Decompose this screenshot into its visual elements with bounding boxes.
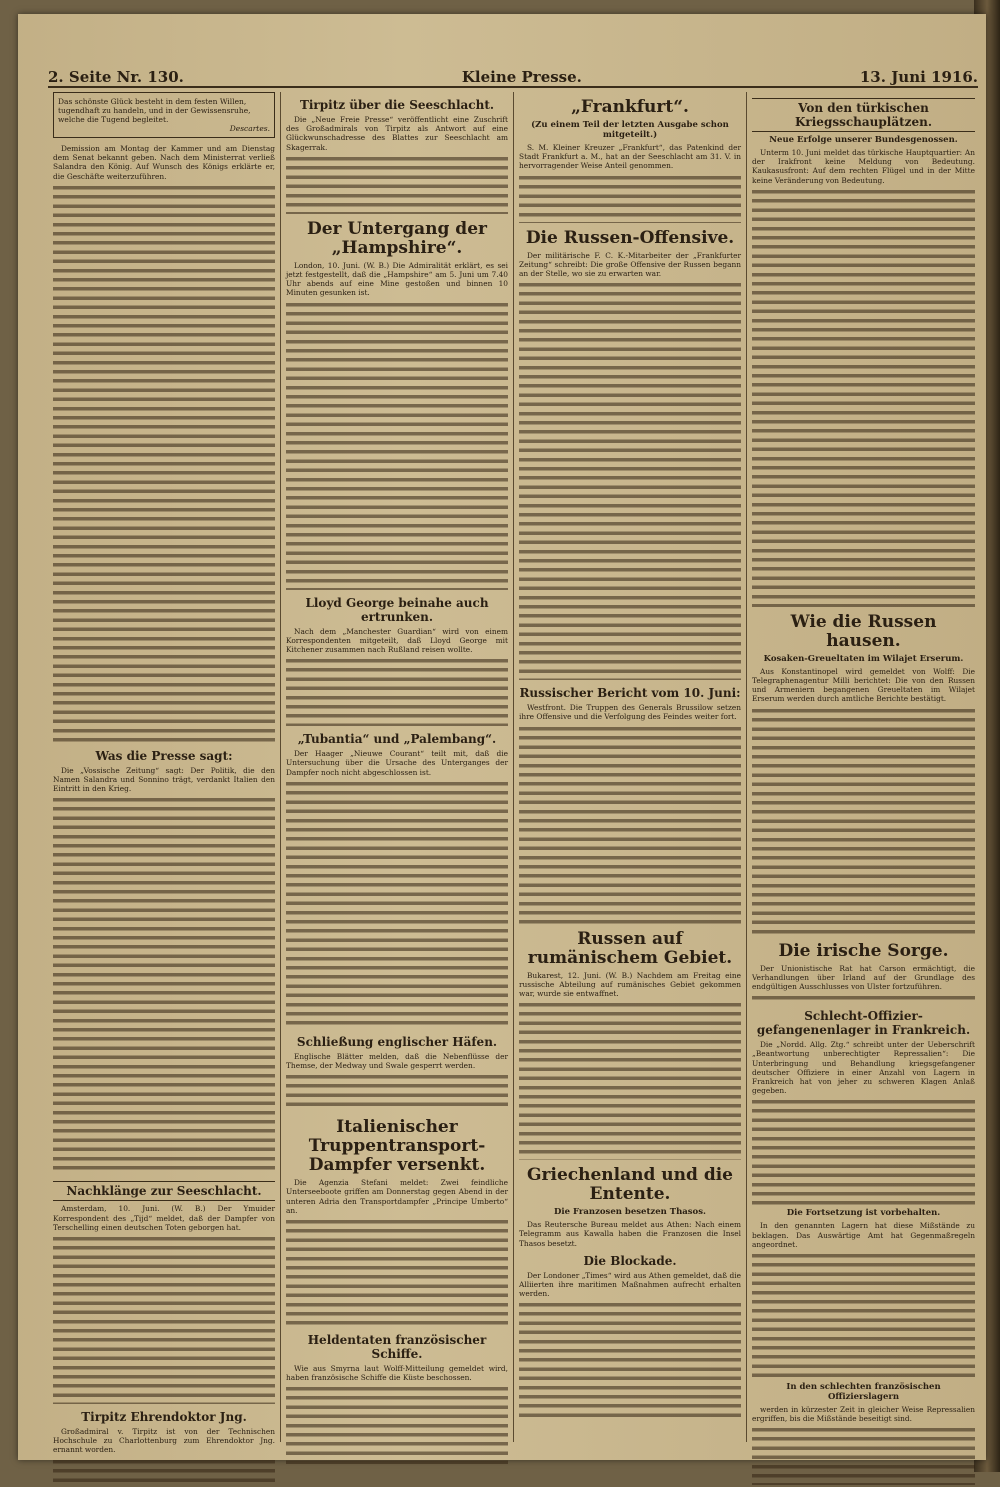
headline: Tirpitz über die Seeschlacht.	[299, 98, 495, 112]
headline: Italienischer Truppentransport-Dampfer versenkt.	[308, 1117, 486, 1176]
article-body	[53, 1457, 275, 1487]
columns	[48, 92, 982, 1455]
headline: „Tubantia“ und „Palembang“.	[297, 732, 497, 747]
column-4	[747, 92, 980, 1442]
headline: Von den türkischen Kriegsschauplätzen.	[752, 98, 975, 132]
headline: Russen auf rumänischem Gebiet.	[527, 928, 733, 968]
article-body	[286, 656, 508, 726]
article-body	[53, 1234, 275, 1404]
article-text: Die „Vossische Zeitung“ sagt: Der Politik, die den Namen Salandra und Sonnino trägt, verdankt Italien den Eintritt in den Krieg.	[53, 765, 275, 794]
article-text: Die „Neue Freie Presse“ veröffentlicht eine Zuschrift des Großadmirals von Tirpitz als Antwort auf eine Glückwunschadresse des Blattes zur Seeschlacht am Skagerrak.	[286, 115, 508, 152]
article-body	[519, 1000, 741, 1160]
headline: „Frankfurt“.	[571, 97, 689, 117]
article-text: Amsterdam, 10. Juni. (W. B.) Der Ymuider Korrespondent des „Tijd“ meldet, daß der Dampfer von Terschelling einen deutschen Toten geborgen hat.	[53, 1204, 275, 1232]
article-body	[286, 1072, 508, 1112]
headline: Russischer Bericht vom 10. Juni:	[519, 686, 741, 701]
article-body	[286, 779, 508, 1029]
issue-date: 13. Juni 1916.	[859, 68, 978, 86]
headline: Griechenland und die Entente.	[527, 1165, 733, 1205]
article-body	[519, 280, 741, 680]
headline: Tirpitz Ehrendoktor Jng.	[81, 1410, 247, 1425]
article-text: Bukarest, 12. Juni. (W. B.) Nachdem am Freitag eine russische Abteilung auf rumänisches Gebiet gekommen war, wurde sie entwaffnet.	[519, 970, 741, 999]
headline: Lloyd George beinahe auch ertrunken.	[305, 595, 489, 624]
article-text: London, 10. Juni. (W. B.) Die Admiralität erklärt, es sei jetzt festgestellt, daß die „Hampshire“ am 5. Juni um 7.40 Uhr abends auf eine Mine gestoßen und binnen 10 Minuten gesunken ist.	[286, 260, 508, 298]
article-text: Die „Nordd. Allg. Ztg.“ schreibt unter der Ueberschrift „Beantwortung unberechtigter Repressalien“: Die Unterbringung und Behandlung kriegsgefangener deutscher Offiziere in einer Anzahl von Lagern in Frankreich hat von jeher zu schweren Klagen Anlaß gegeben.	[752, 1040, 975, 1096]
article-body	[519, 173, 741, 223]
article-body	[286, 300, 508, 590]
page-number: 2. Seite Nr. 130.	[48, 68, 184, 86]
quote-text: Das schönste Glück besteht in dem festen Willen, tugendhaft zu handeln, und in der Gewissensruhe, welche die Tugend begleitet.	[58, 97, 251, 124]
subheadline: Kosaken-Greueltaten im Wilajet Erserum.	[763, 653, 964, 664]
article-text: Westfront. Die Truppen des Generals Brussilow setzen ihre Offensive und die Verfolgung des Feindes weiter fort.	[519, 703, 741, 722]
article-text: Der Unionistische Rat hat Carson ermächtigt, die Verhandlungen über Irland auf der Grundlage des endgültigen Ausschlusses von Ulster fortzuführen.	[752, 963, 975, 992]
article-body	[53, 183, 275, 743]
article-body	[752, 706, 975, 936]
masthead	[48, 58, 978, 88]
article-text: Demission am Montag der Kammer und am Dienstag dem Senat bekannt geben. Nach dem Ministerrat verließ Salandra den König. Auf Wunsch des Königs erklärte er, die Geschäfte weiterzuführen.	[53, 144, 275, 181]
subheadline: Neue Erfolge unserer Bundesgenossen.	[769, 135, 958, 145]
article-text: S. M. Kleiner Kreuzer „Frankfurt“, das Patenkind der Stadt Frankfurt a. M., hat an der Seeschlacht am 31. V. in hervorragender Weise Anteil genommen.	[519, 143, 741, 171]
column-3	[514, 92, 747, 1442]
article-body	[752, 1425, 975, 1485]
headline: Der Untergang der „Hampshire“.	[307, 218, 487, 258]
article-text: Großadmiral v. Tirpitz ist von der Technischen Hochschule zu Charlottenburg zum Ehrendoktor Jng. ernannt worden.	[53, 1427, 275, 1455]
article-body	[752, 187, 975, 607]
article-body	[519, 724, 741, 924]
column-1	[48, 92, 281, 1455]
article-body	[286, 154, 508, 214]
headline: Die Russen-Offensive.	[525, 227, 735, 248]
subheadline: Die Fortsetzung ist vorbehalten.	[786, 1208, 941, 1219]
column-2	[281, 92, 514, 1442]
article-text: Das Reutersche Bureau meldet aus Athen: Nach einem Telegramm aus Kawalla haben die Franzosen die Insel Thasos besetzt.	[519, 1220, 741, 1248]
article-body	[752, 1251, 975, 1381]
article-text: In den genannten Lagern hat diese Mißstände zu beklagen. Das Auswärtige Amt hat Gegenmaßregeln angeordnet.	[752, 1221, 975, 1249]
article-body	[519, 1300, 741, 1420]
article-text: Nach dem „Manchester Guardian“ wird von einem Korrespondenten mitgeteilt, daß Lloyd George mit Kitchener zusammen nach Rußland reisen wollte.	[286, 626, 508, 655]
headline: Was die Presse sagt:	[95, 748, 233, 763]
subheadline: Die Franzosen besetzen Thasos.	[554, 1207, 706, 1218]
newspaper-title: Kleine Presse.	[461, 68, 582, 86]
article-body	[752, 993, 975, 1003]
headline: Schlecht-Offizier-gefangenenlager in Frankreich.	[756, 1009, 971, 1038]
article-text: Die Agenzia Stefani meldet: Zwei feindliche Unterseeboote griffen am Donnerstag gegen Abend in der unteren Adria den Transportdampfer „Principe Umberto“ an.	[286, 1178, 508, 1215]
article-text: Aus Konstantinopel wird gemeldet von Wolff: Die Telegraphenagentur Milli berichtet: Die von den Russen und Armeniern begangenen Greueltaten im Wilajet Erserum werden durch amtliche Berichte bestätigt.	[752, 666, 975, 704]
headline: Heldentaten französischer Schiffe.	[307, 1333, 487, 1362]
subheadline: In den schlechten französischen Offizierslagern	[786, 1382, 941, 1403]
headline: Wie die Russen hausen.	[790, 611, 937, 651]
article-body	[286, 1217, 508, 1327]
article-text: Der Londoner „Times“ wird aus Athen gemeldet, daß die Alliierten ihre maritimen Maßnahmen aufrecht erhalten werden.	[519, 1270, 741, 1299]
headline: Nachklänge zur Seeschlacht.	[53, 1181, 275, 1201]
headline: Die Blockade.	[583, 1253, 677, 1268]
newspaper-page	[18, 14, 986, 1460]
quote-author: Descartes.	[229, 124, 270, 133]
subheadline: (Zu einem Teil der letzten Ausgabe schon mitgeteilt.)	[531, 120, 729, 140]
article-text: Der Haager „Nieuwe Courant“ teilt mit, daß die Untersuchung über die Ursache des Unterganges der Dampfer noch nicht abgeschlossen ist.	[286, 749, 508, 777]
article-text: Der militärische F. C. K.-Mitarbeiter der „Frankfurter Zeitung“ schreibt: Die große Offensive der Russen begann an der Stelle, wo sie zu erwarten war.	[519, 250, 741, 279]
article-body	[286, 1384, 508, 1464]
article-text: Wie aus Smyrna laut Wolff-Mitteilung gemeldet wird, haben französische Schiffe die Küste beschossen.	[286, 1364, 508, 1383]
article-text: Unterm 10. Juni meldet das türkische Hauptquartier: An der Irakfront keine Meldung von Bedeutung. Kaukasusfront: Auf dem rechten Flügel und in der Mitte keine Veränderung von Bedeutung.	[752, 148, 975, 185]
article-text: werden in kürzester Zeit in gleicher Weise Repressalien ergriffen, bis die Mißstände beseitigt sind.	[752, 1405, 975, 1424]
headline: Die irische Sorge.	[778, 940, 949, 961]
headline: Schließung englischer Häfen.	[296, 1034, 498, 1049]
article-body	[53, 795, 275, 1175]
article-text: Englische Blätter melden, daß die Nebenflüsse der Themse, der Medway und Swale gesperrt werden.	[286, 1051, 508, 1071]
article-body	[752, 1097, 975, 1207]
quote-box	[53, 92, 275, 138]
